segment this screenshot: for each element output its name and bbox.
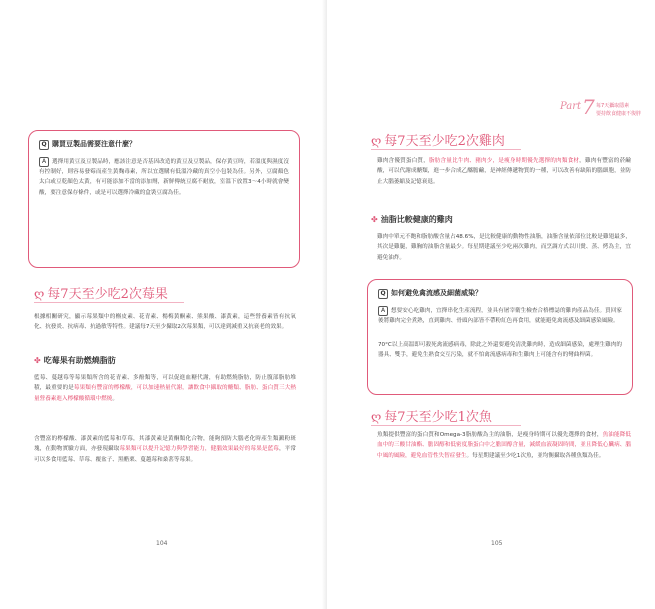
qa-answer-2: 70°C以上高溫即可殺死禽流感病毒，除此之外還要避免清洗雞肉時，造成細菌感染，處理生雞肉的器具、雙手，避免生熟食交互污染，就不怕禽流感病毒和生雞肉上可能含有的彎曲桿菌。	[378, 342, 622, 359]
flower-icon: ✤	[34, 356, 41, 365]
swirl-icon: ღ	[371, 134, 382, 148]
berries-brain-paragraph	[34, 434, 296, 465]
highlight-text: 莓果類有豐富的檸檬酸，可以加速熱量代謝，讓飲食中攝取的醣類、脂肪、蛋白質三大熱量營養素進入檸檬酸循環中燃燒	[34, 385, 296, 402]
subhead-chicken-oil-text: 油脂比較健康的雞肉	[380, 215, 453, 224]
berries-intro: 根據相關研究，顯示莓果類中的槲皮素、花青素、楊梅黃酮素、熊果酸、漆黃素，這些營養素皆有抗氧化、抗發炎、抗病毒、抗過敏等特性。建議每7天至少攝取2次莓果類，可以達到減重又抗衰老的效果。	[34, 314, 296, 331]
swirl-icon: ღ	[34, 287, 45, 301]
para-text: 魚類提供豐富的蛋白質和Omega-3脂肪酸為主的油脂，是瘦身時期可以優先選擇的食材，	[377, 432, 603, 438]
qa-title	[39, 139, 136, 150]
para-text: 。每星期建議至少吃1次魚，並均衡攝取各種魚類為佳。	[466, 452, 605, 459]
highlight-text: 魚油能降低血中的三酸甘油酯、膽固醇和低密度脂蛋白中之膽固醇含量，減緩血液凝固時間，並且降低心臟病、腦中風的風險，避免血管性失智症發生	[377, 432, 631, 459]
heading-chicken	[371, 130, 505, 149]
highlight-text: 脂肪含量比牛肉、豬肉少，是瘦身時期優先選擇的肉類食材	[428, 158, 580, 164]
heading-fish	[371, 406, 492, 425]
page-number-right: 105	[491, 540, 503, 547]
heading-fish-text: 每7天至少吃1次魚	[384, 410, 492, 425]
heading-underline	[34, 302, 184, 303]
right-page	[327, 0, 655, 609]
page-number-left: 104	[156, 540, 168, 547]
para-text: 藍莓、蔓越莓等莓果類所含的花青素、多酚類等，可以促進血糖代謝，有助燃燒脂肪，防止腹部脂肪堆積，最重要的是	[34, 375, 296, 392]
swirl-icon: ღ	[371, 410, 382, 424]
part-label: Part	[560, 101, 582, 112]
para-text: 含豐富的檸檬酸、漆黃素的藍莓和草莓，其漆黃素是黃酮類化合物，能夠預防大腦老化時產生類澱粉斑塊，在動物實驗方面，亦發現攝取	[34, 436, 296, 453]
subhead-berries-fat-text: 吃莓果有助燃燒脂肪	[43, 356, 116, 365]
qa-answer	[39, 157, 289, 198]
qa-answer-text: 選擇用黃豆及豆製品時，應該注意是否基因改造的黃豆及豆製品，保存黃豆時，若溫度與濕度沒有控制好，則容易發霉而產生黃麴毒素，所以宜選購有低溫冷藏的真空小包裝為佳。另外，豆腐顏色太白或豆乾顏色太黃，有可能添加不當的添加劑，新鮮傳統豆腐不耐放，室溫下放置3～4小時就會變酸，要注意保存條件，或是可以選擇冷藏的盒裝豆腐為佳。	[39, 159, 289, 196]
qa-title-text: 購買豆製品需要注意什麼？	[52, 140, 136, 148]
chicken-oil-paragraph: 雞肉中單元不飽和脂肪酸含量占48.6%，是比較健康的動物性油脂，油脂含量依部位比較是雞翅最多，其次是雞腿，雞胸的油脂含量最少。每星期建議至少吃兩次雞肉，而烹調方式以川燙、蒸、烤為主，宜避免油炸。	[377, 234, 631, 261]
highlight-text: 莓果類可以提升記憶力與學習能力，健腦效果最好的莓果是藍莓	[119, 446, 279, 453]
para-text: ，平常可以多食用藍莓、草莓、覆盆子、黑醋栗、蔓越莓和桑葚等莓果。	[34, 446, 296, 463]
qa-box-soy	[28, 130, 300, 268]
chapter-tag	[560, 97, 642, 125]
subhead-berries-fat	[34, 355, 116, 366]
question-icon: Q	[39, 140, 49, 150]
chapter-subtitle-1: 每7天攝取隱素	[596, 103, 630, 109]
subhead-chicken-oil	[371, 214, 453, 225]
qa-title-text: 如何避免禽流感及細菌威染？	[391, 289, 482, 297]
berries-fat-paragraph	[34, 373, 296, 404]
qa-box-chicken	[367, 279, 633, 395]
heading-chicken-text: 每7天至少吃2次雞肉	[384, 134, 505, 149]
fish-paragraph	[377, 430, 631, 461]
answer-icon: A	[378, 306, 388, 316]
heading-underline	[371, 149, 521, 150]
heading-berries-text: 每7天至少吃2次莓果	[47, 287, 168, 302]
para-text: ，雞肉有豐富的菸鹼酸，可以代謝成醣類，進一步合成乙醯膽鹼，是神經傳遞物質的一種，可以改善有缺陷的腦細胞，並防止大腦萎縮及記憶衰退。	[377, 158, 631, 185]
para-text: 。	[112, 395, 118, 402]
qa-answer-text-1: 想要安心吃雞肉，宜擇串化生產流程，並具有屠宰衛生檢查合格標誌的雞肉產品為佳。買回家後將雞肉完全煮熟，直到雞肉、骨頭內部皆不帶粉紅色再食用，就能避免禽流感及細菌感染風險。	[378, 308, 622, 325]
question-icon: Q	[378, 289, 388, 299]
chapter-subtitle-2: 要持飲食健康不復胖	[596, 111, 642, 117]
left-page	[0, 0, 327, 609]
para-text: 雞肉含優質蛋白質，	[377, 158, 429, 164]
qa-answer	[378, 306, 622, 326]
chicken-intro	[377, 156, 631, 187]
heading-underline	[371, 425, 521, 426]
answer-icon: A	[39, 157, 49, 167]
heading-berries	[34, 283, 168, 302]
flower-icon: ✤	[371, 215, 378, 224]
part-number: 7	[582, 95, 595, 119]
qa-title	[378, 288, 482, 299]
